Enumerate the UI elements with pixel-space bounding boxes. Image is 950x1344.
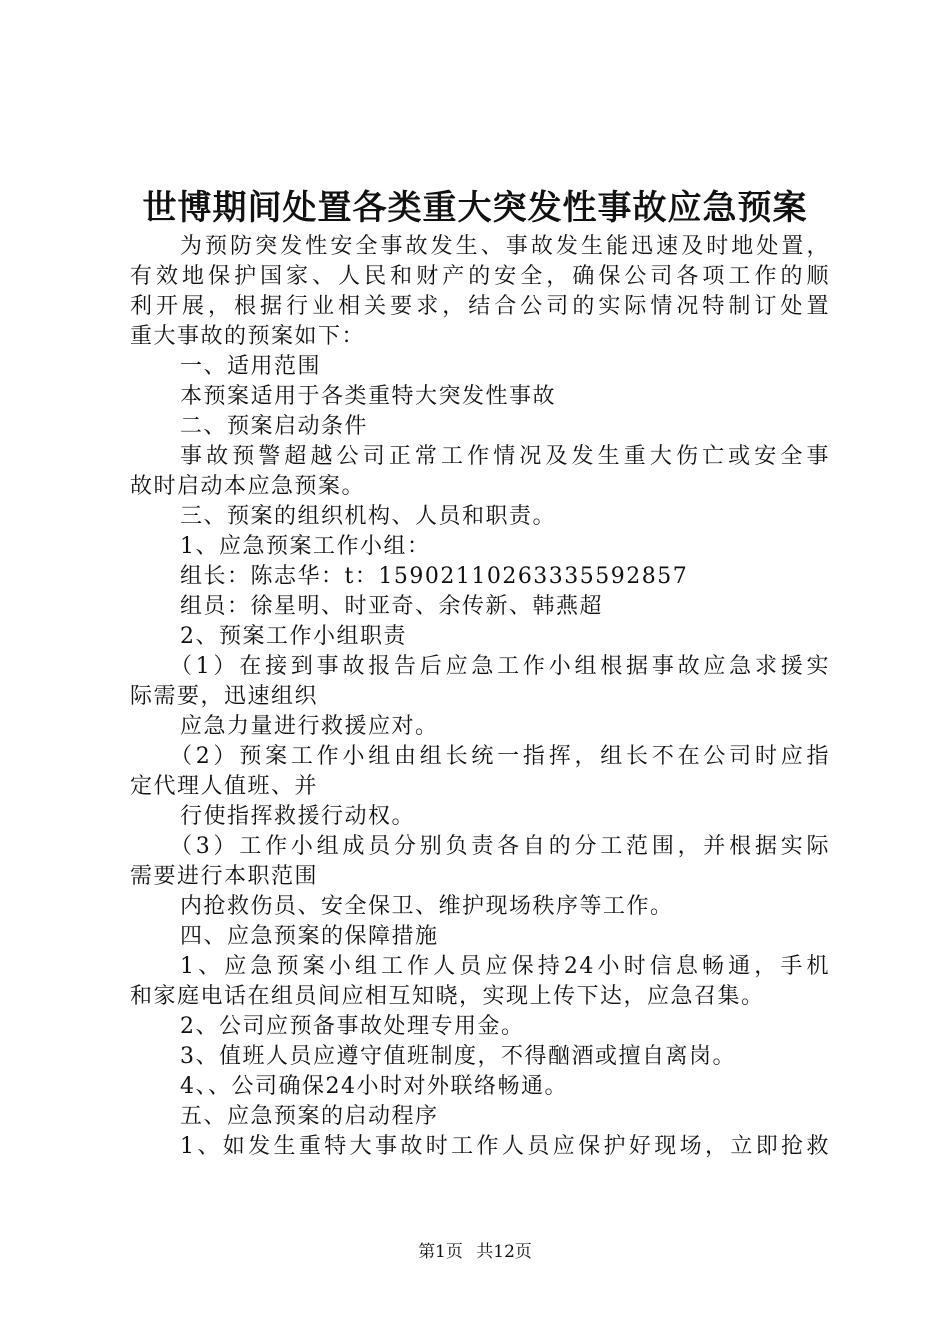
section-heading: 三、预案的组织机构、人员和职责。 (180, 504, 557, 529)
paragraph-line: 为预防突发性安全事故发生、事故发生能迅速及时地处置， (180, 234, 830, 259)
subsection-heading: 1、应急预案工作小组： (180, 534, 431, 559)
paragraph-line: （2）预案工作小组由组长统一指挥，组长不在公司时应指 (170, 744, 830, 769)
paragraph-line: 和家庭电话在组员间应相互知晓，实现上传下达，应急召集。 (130, 984, 765, 1009)
paragraph-line: 际需要，迅速组织 (130, 684, 319, 709)
paragraph-line: 故时启动本应急预案。 (130, 474, 366, 499)
paragraph-line: 本预案适用于各类重特大突发性事故 (180, 384, 557, 409)
paragraph-line: 内抢救伤员、安全保卫、维护现场秩序等工作。 (180, 894, 674, 919)
paragraph-line: （1）在接到事故报告后应急工作小组根据事故应急求援实 (170, 654, 830, 679)
leader-line: 组长：陈志华：t：15902110263335592857 (180, 564, 689, 589)
paragraph-line: 行使指挥救援行动权。 (180, 804, 416, 829)
page-number: 第1页 (418, 1242, 463, 1262)
section-heading: 二、预案启动条件 (180, 414, 369, 439)
paragraph-line: 有效地保护国家、人民和财产的安全，确保公司各项工作的顺 (130, 264, 830, 289)
members-line: 组员：徐星明、时亚奇、余传新、韩燕超 (180, 594, 604, 619)
paragraph-line: 事故预警超越公司正常工作情况及发生重大伤亡或安全事 (180, 444, 830, 469)
paragraph-line: 定代理人值班、并 (130, 774, 319, 799)
paragraph-line: （3）工作小组成员分别负责各自的分工范围，并根据实际 (170, 834, 830, 859)
paragraph-line: 4、、公司确保24小时对外联络畅通。 (180, 1074, 568, 1099)
paragraph-line: 1、应急预案小组工作人员应保持24小时信息畅通，手机 (180, 954, 830, 979)
subsection-heading: 2、预案工作小组职责 (180, 624, 407, 649)
paragraph-line: 应急力量进行救援应对。 (180, 714, 439, 739)
paragraph-line: 3、值班人员应遵守值班制度，不得酗酒或擅自离岗。 (180, 1044, 736, 1069)
section-heading: 一、适用范围 (180, 354, 322, 379)
page-footer (0, 1240, 950, 1264)
section-heading: 五、应急预案的启动程序 (180, 1104, 439, 1129)
document-title: 世博期间处置各类重大突发性事故应急预案 (142, 188, 808, 228)
paragraph-line: 1、如发生重特大事故时工作人员应保护好现场，立即抢救 (180, 1134, 830, 1159)
paragraph-line: 利开展，根据行业相关要求，结合公司的实际情况特制订处置 (130, 294, 830, 319)
section-heading: 四、应急预案的保障措施 (180, 924, 439, 949)
paragraph-line: 2、公司应预备事故处理专用金。 (180, 1014, 525, 1039)
document-body (130, 232, 830, 1162)
paragraph-line: 重大事故的预案如下： (130, 324, 366, 349)
paragraph-line: 需要进行本职范围 (130, 864, 319, 889)
page-total: 共12页 (476, 1242, 532, 1262)
